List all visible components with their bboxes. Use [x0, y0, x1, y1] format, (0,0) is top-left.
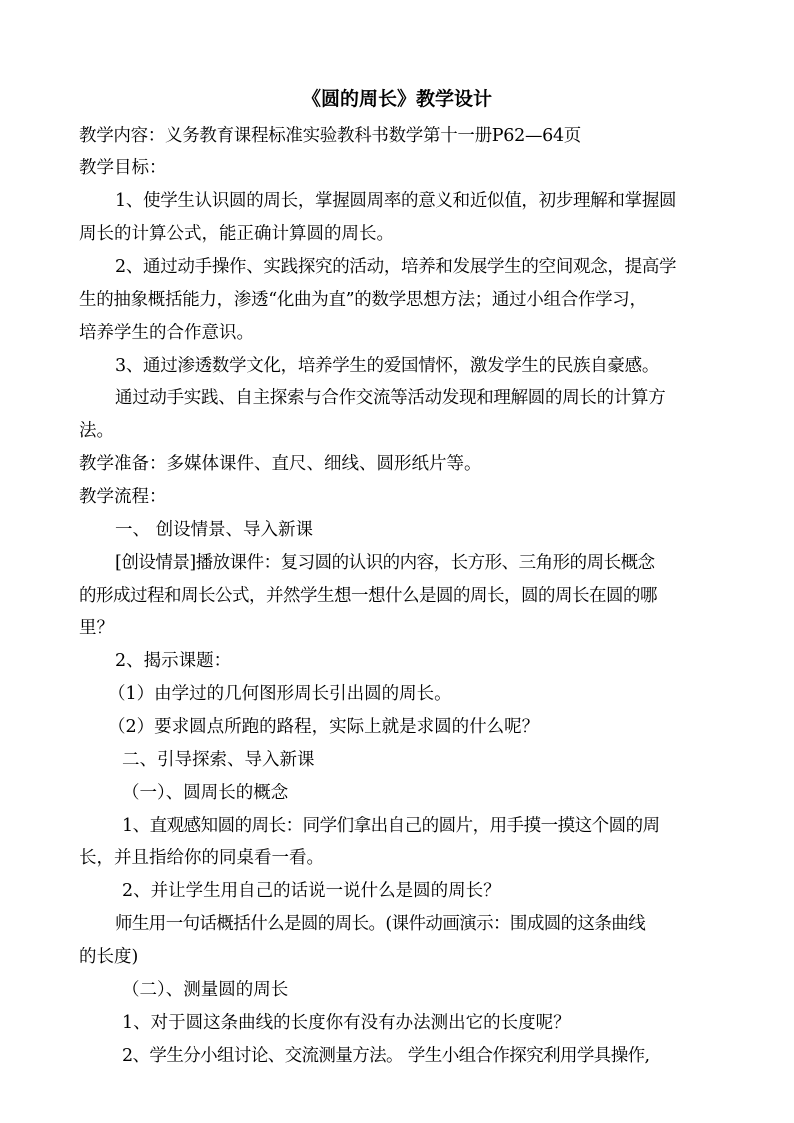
paragraph-line: 2、通过动手操作、实践探究的活动，培养和发展学生的空间观念，提高学 [115, 257, 677, 277]
paragraph-line: 教学内容：义务教育课程标准实验教科书数学第十一册P62—64页 [79, 126, 582, 146]
paragraph-line: 1、对于圆这条曲线的长度你有没有办法测出它的长度呢？ [122, 1013, 571, 1033]
paragraph-line: [创设情景]播放课件：复习圆的认识的内容，长方形、三角形的周长概念 [115, 553, 655, 573]
paragraph-line: 培养学生的合作意识。 [79, 323, 254, 343]
subsection-heading: （一）、圆周长的概念 [122, 783, 289, 803]
paragraph-line: 生的抽象概括能力，渗透“化曲为直”的数学思想方法；通过小组合作学习， [79, 290, 647, 310]
paragraph-line: 里？ [79, 618, 114, 638]
paragraph-line: 2、学生分小组讨论、交流测量方法。 学生小组合作探究利用学具操作, [122, 1046, 650, 1066]
paragraph-line: 周长的计算公式，能正确计算圆的周长。 [79, 224, 394, 244]
paragraph-line: 的形成过程和周长公式，并然学生想一想什么是圆的周长，圆的周长在圆的哪 [79, 586, 657, 606]
paragraph-line: 1、直观感知圆的周长：同学们拿出自己的圆片，用手摸一摸这个圆的周 [122, 816, 660, 836]
paragraph-line: 师生用一句话概括什么是圆的周长。(课件动画演示：围成圆的这条曲线 [115, 914, 646, 934]
document-title: 《圆的周长》教学设计 [301, 88, 492, 110]
paragraph-line: 1、使学生认识圆的周长，掌握圆周率的意义和近似值，初步理解和掌握圆 [115, 191, 677, 211]
paragraph-line: 长，并且指给你的同桌看一看。 [79, 848, 324, 868]
section-heading: 二、引导探索、导入新课 [122, 750, 315, 770]
paragraph-line: 2、揭示课题： [115, 651, 232, 671]
paragraph-line: 通过动手实践、自主探索与合作交流等活动发现和理解圆的周长的计算方 [115, 388, 666, 408]
paragraph-line: 的长度) [79, 947, 139, 967]
paragraph-line: （1）由学过的几何图形周长引出圆的周长。 [108, 684, 452, 704]
section-heading: 一、 创设情景、导入新课 [115, 520, 314, 540]
paragraph-line: 教学目标： [79, 158, 167, 178]
subsection-heading: （二）、测量圆的周长 [122, 980, 289, 1000]
paragraph-line: 法。 [79, 421, 114, 441]
paragraph-line: 2、并让学生用自己的话说一说什么是圆的周长？ [122, 881, 501, 901]
paragraph-line: 教学流程： [79, 487, 167, 507]
paragraph-line: （2）要求圆点所跑的路程，实际上就是求圆的什么呢？ [108, 717, 540, 737]
paragraph-line: 教学准备：多媒体课件、直尺、细线、圆形纸片等。 [79, 454, 482, 474]
paragraph-line: 3、通过渗透数学文化，培养学生的爱国情怀，激发学生的民族自豪感。 [115, 356, 660, 376]
